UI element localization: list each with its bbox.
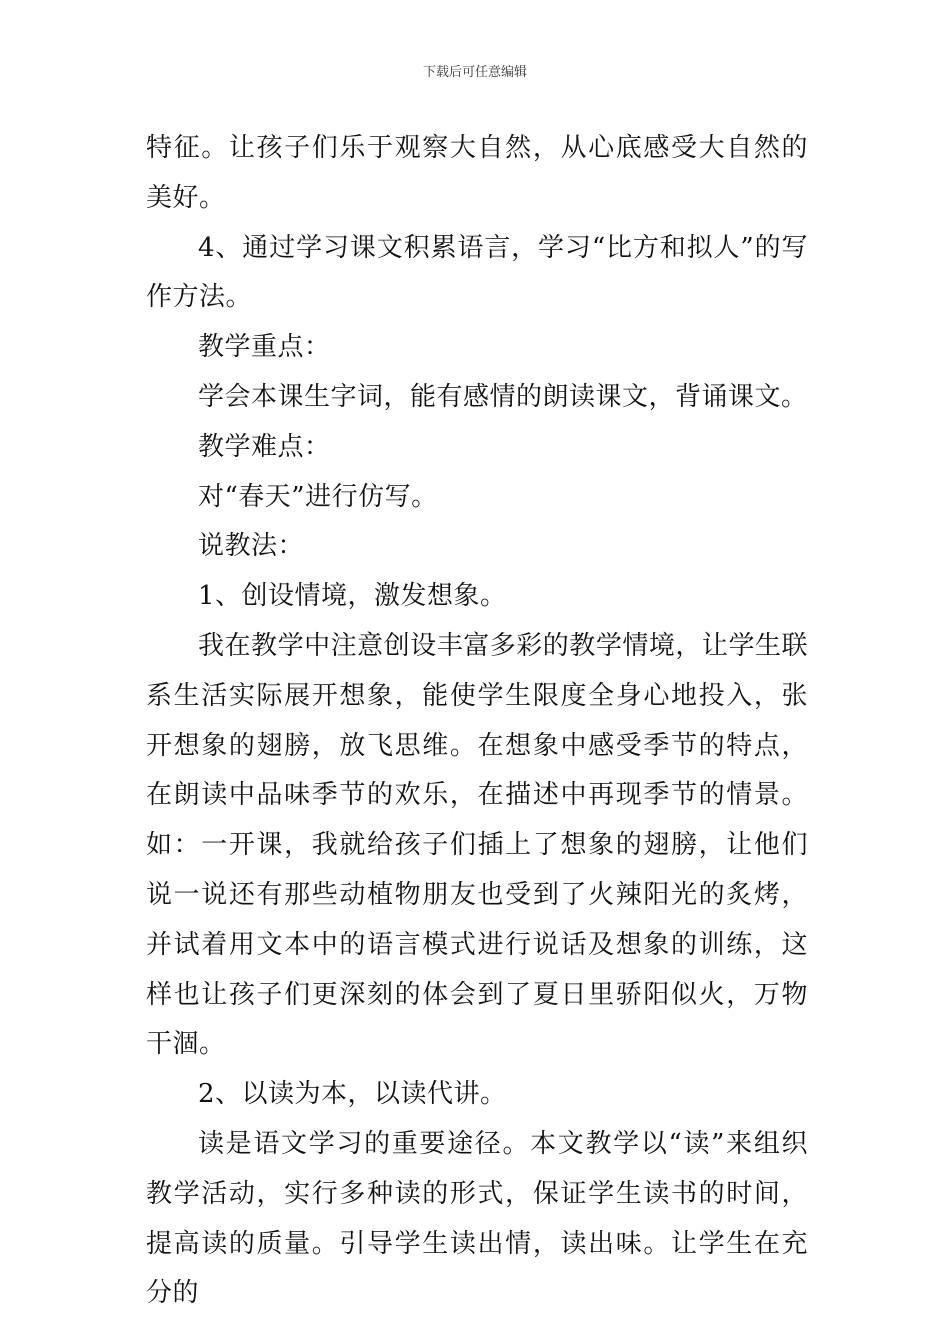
document-body — [146, 124, 808, 1319]
paragraph-goal-3-continued: 特征。让孩子们乐于观察大自然，从心底感受大自然的美好。 — [146, 133, 808, 213]
paragraph-method-1: 我在教学中注意创设丰富多彩的教学情境，让学生联系生活实际展开想象，能使学生限度全身心地投入，张开想象的翅膀，放飞思维。在想象中感受季节的特点，在朗读中品味季节的欢乐，在描述中再现季节的情景。如：一开课，我就给孩子们插上了想象的翅膀，让他们说一说还有那些动植物朋友也受到了火辣阳光的炙烤，并试着用文本中的语言模式进行说话及想象的训练，这样也让孩子们更深刻的体会到了夏日里骄阳似火，万物干涸。 — [146, 630, 808, 1060]
heading-teaching-focus: 教学重点： — [198, 332, 331, 363]
paragraph-teaching-focus: 学会本课生字词，能有感情的朗读课文，背诵课文。 — [198, 381, 808, 412]
paragraph-teaching-difficulty: 对“春天”进行仿写。 — [198, 481, 438, 512]
heading-teaching-method: 说教法： — [198, 531, 305, 562]
heading-method-2: 2、以读为本，以读代讲。 — [198, 1079, 507, 1110]
page-header-note: 下载后可任意编辑 — [422, 65, 527, 80]
heading-method-1: 1、创设情境，激发想象。 — [198, 581, 507, 612]
paragraph-method-2: 读是语文学习的重要途径。本文教学以“读”来组织教学活动，实行多种读的形式，保证学生读书的时间，提高读的质量。引导学生读出情，读出味。让学生在充分的 — [146, 1128, 808, 1309]
heading-teaching-difficulty: 教学难点： — [198, 431, 331, 462]
paragraph-goal-4: 4、通过学习课文积累语言，学习“比方和拟人”的写作方法。 — [146, 232, 808, 313]
